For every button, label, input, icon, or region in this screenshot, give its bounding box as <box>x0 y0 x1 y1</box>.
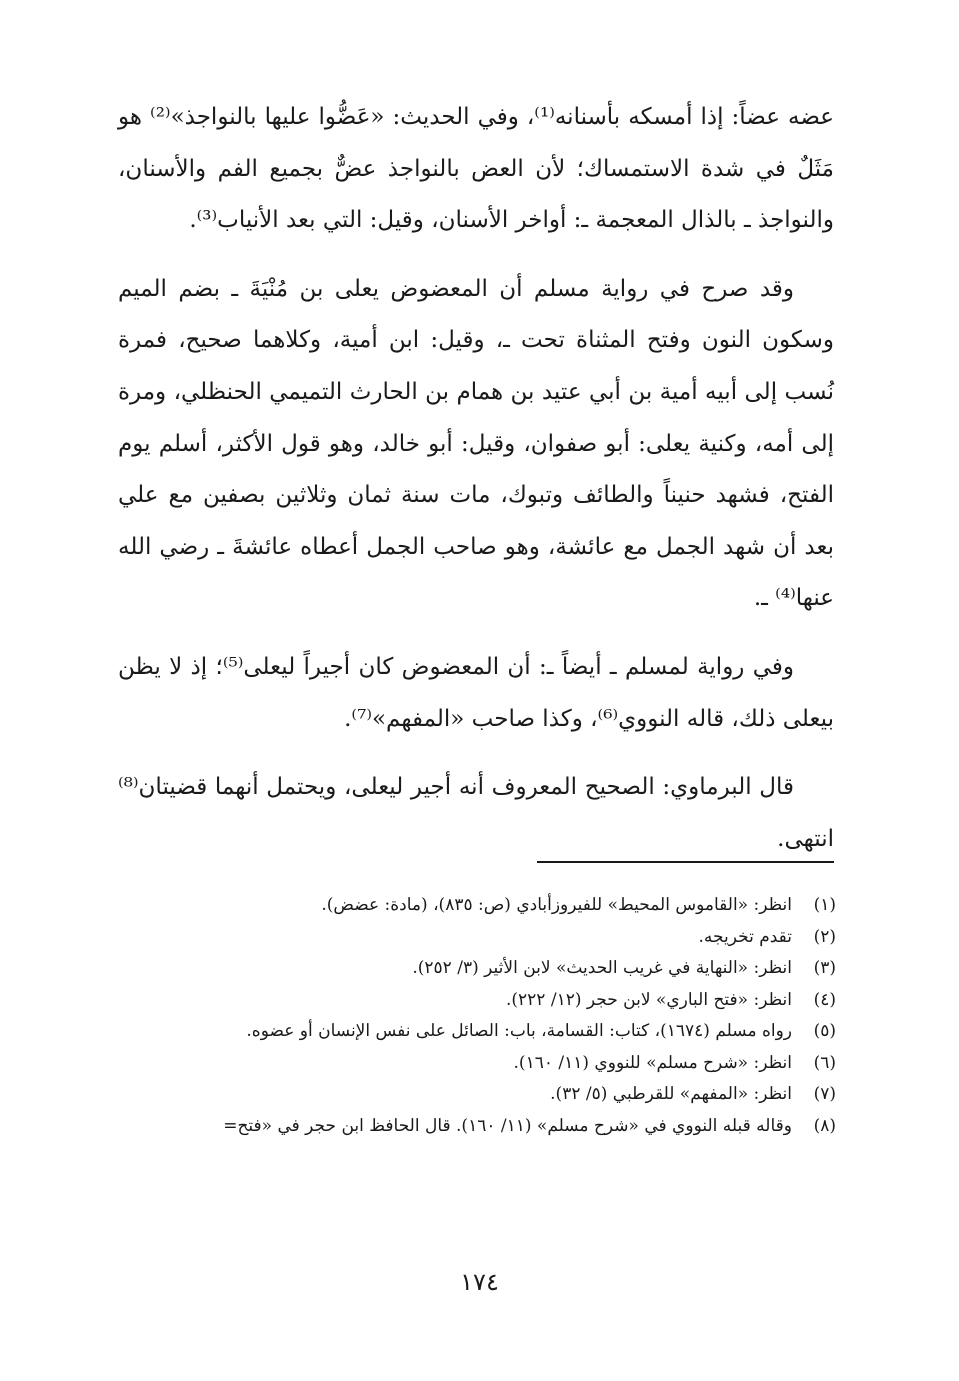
footnote-number: (٥) <box>813 1021 836 1041</box>
paragraph-2: وقد صرح في رواية مسلم أن المعضوض يعلى بن مُنْيَةَ ـ بضم الميم وسكون النون وفتح المثناة تحت ـ، وقيل: ابن أمية، وكلاهما صحيح، فمرة نُسب إلى أبيه أمية بن أبي عتيد بن همام بن الحارث التميمي الحنظلي، ومرة إلى أمه، وكنية يعلى: أبو صفوان، وقيل: أبو خالد، وهو قول الأكثر، أسلم يوم الفتح، فشهد حنيناً والطائف وتبوك، مات سنة ثمان وثلاثين بصفين مع علي بعد أن شهد الجمل مع عائشة، وهو صاحب الجمل أعطاه عائشةَ ـ رضي الله عنها⁽⁴⁾ ـ. <box>118 275 834 612</box>
footnote-text: انظر: «فتح الباري» لابن حجر (١٢/ ٢٢٢). <box>505 989 792 1010</box>
footnote-number: (١) <box>813 895 836 915</box>
footnote-8 <box>112 1111 836 1143</box>
paragraph-3: وفي رواية لمسلم ـ أيضاً ـ: أن المعضوض كان أجيراً ليعلى⁽⁵⁾؛ إذ لا يظن بيعلى ذلك، قاله النووي⁽⁶⁾، وكذا صاحب «المفهم»⁽⁷⁾. <box>118 653 834 732</box>
footnote-number: (٤) <box>813 989 836 1010</box>
footnote-text: انظر: «المفهم» للقرطبي (٥/ ٣٢). <box>550 1084 792 1104</box>
footnote-number: (٢) <box>813 926 836 947</box>
footnote-3 <box>112 953 836 985</box>
footnote-text: رواه مسلم (١٦٧٤)، كتاب: القسامة، باب: الصائل على نفس الإنسان أو عضوه. <box>246 1021 792 1041</box>
footnote-number: (٧) <box>813 1084 836 1104</box>
footnote-text: انظر: «شرح مسلم» للنووي (١١/ ١٦٠). <box>513 1052 792 1073</box>
footnote-4 <box>112 985 836 1017</box>
footnote-text: تقدم تخريجه. <box>698 926 792 947</box>
footnote-7 <box>112 1079 836 1111</box>
footnote-2 <box>112 922 836 954</box>
footnote-6 <box>112 1048 836 1080</box>
footnote-text: انظر: «القاموس المحيط» للفيروزأبادي (ص: ٨٣٥)، (مادة: عضض). <box>321 895 792 915</box>
footnote-number: (٣) <box>813 958 836 978</box>
footnote-number: (٦) <box>813 1052 836 1073</box>
footnote-5 <box>112 1016 836 1048</box>
page-number: ١٧٤ <box>460 1268 499 1296</box>
paragraph-4: قال البرماوي: الصحيح المعروف أنه أجير ليعلى، ويحتمل أنهما قضيتان⁽⁸⁾ انتهى. <box>118 774 834 852</box>
footnote-text: وقاله قبله النووي في «شرح مسلم» (١١/ ١٦٠). قال الحافظ ابن حجر في «فتح= <box>223 1115 792 1136</box>
paragraph-1: عضه عضاً: إذا أمسكه بأسنانه⁽¹⁾، وفي الحديث: «عَضُّوا عليها بالنواجذ»⁽²⁾ هو مَثَلٌ في شدة الاستمساك؛ لأن العض بالنواجذ عضٌّ بجميع الفم والأسنان، والنواجذ ـ بالذال المعجمة ـ: أواخر الأسنان، وقيل: التي بعد الأنياب⁽³⁾. <box>118 104 834 234</box>
footnotes <box>112 890 836 1142</box>
footnote-1 <box>112 890 836 922</box>
footnote-number: (٨) <box>813 1115 836 1136</box>
footnote-text: انظر: «النهاية في غريب الحديث» لابن الأثير (٣/ ٢٥٢). <box>412 958 792 978</box>
main-text <box>118 92 834 882</box>
footnote-divider <box>537 861 834 863</box>
